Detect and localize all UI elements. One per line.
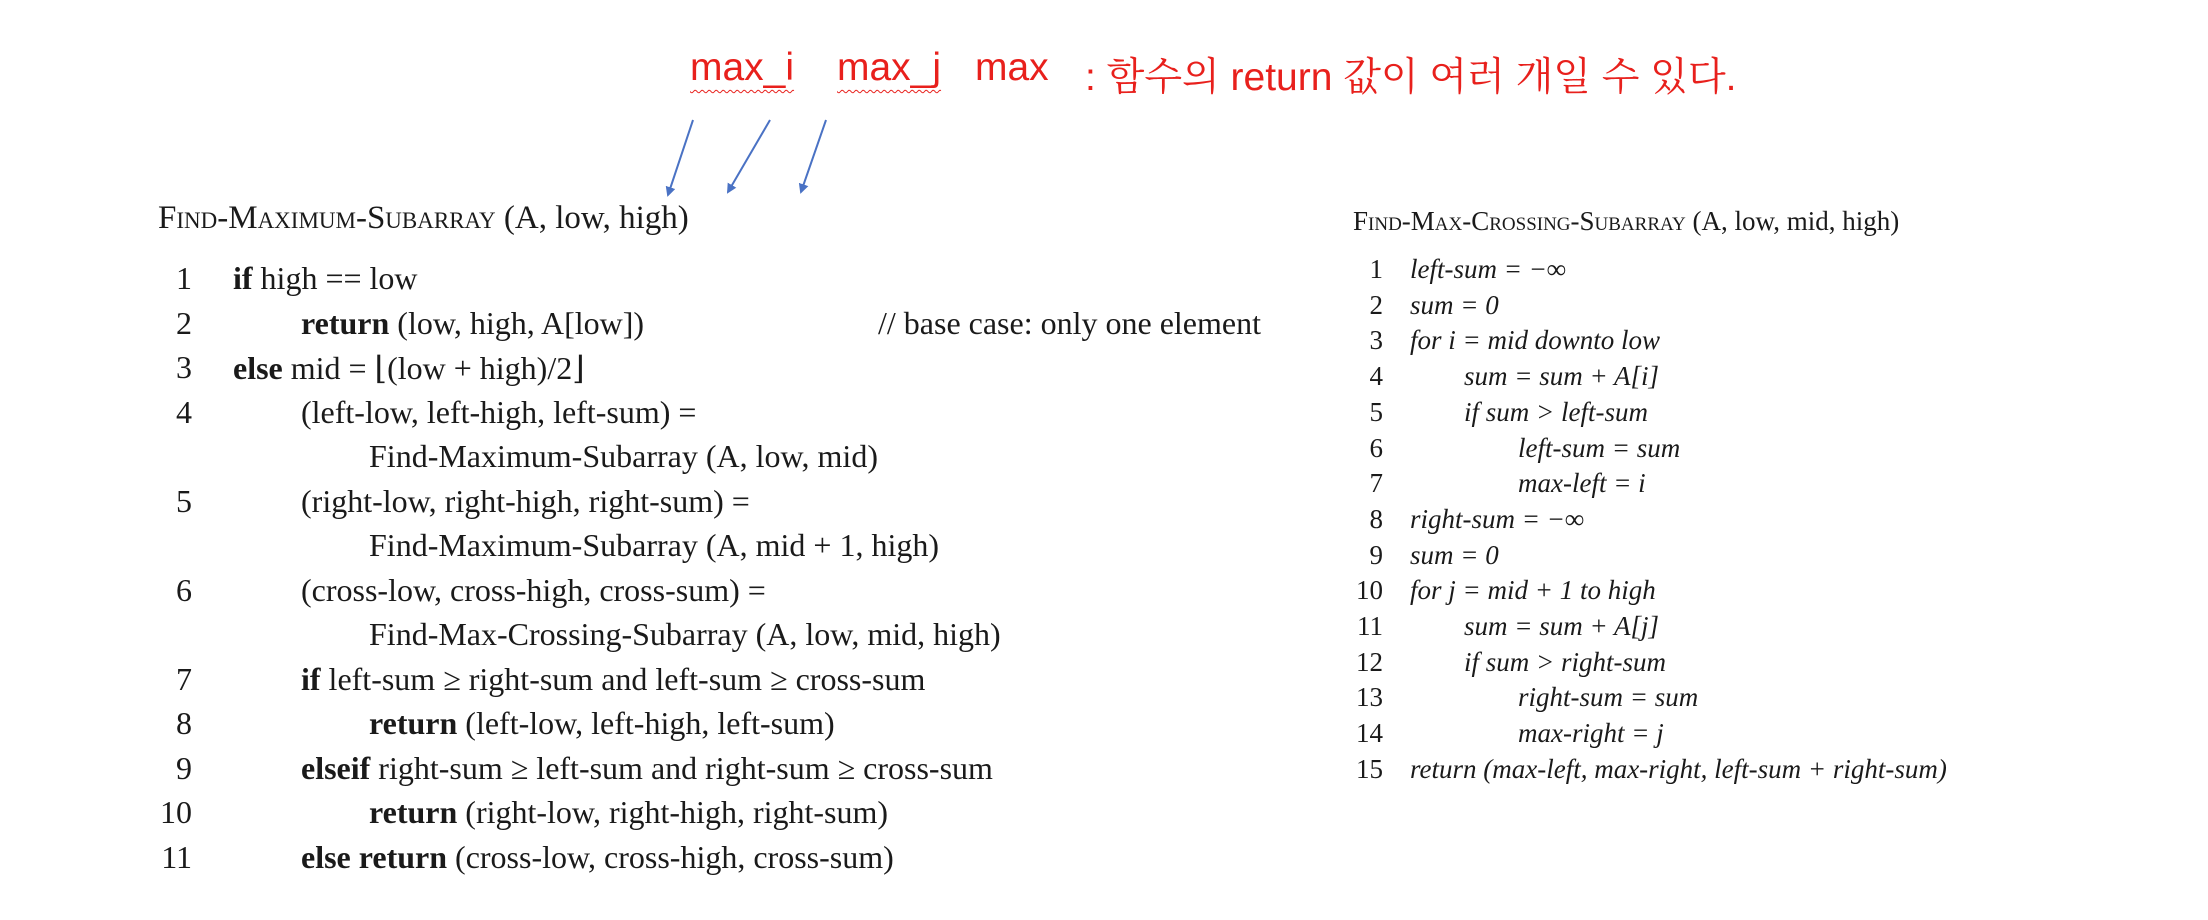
line-number: 11 xyxy=(1357,611,1383,641)
code-line xyxy=(1518,468,1646,499)
code-line xyxy=(369,438,878,475)
statement: for i = mid downto low xyxy=(1410,325,1661,356)
annotation-max: max xyxy=(975,46,1049,89)
code-line xyxy=(301,483,750,520)
code-line xyxy=(233,260,418,297)
statement: sum = 0 xyxy=(1410,289,1499,320)
statement: high == low xyxy=(260,260,418,296)
line-number: 7 xyxy=(1369,468,1383,499)
statement: Find-Maximum-Subarray (A, low, mid) xyxy=(369,438,878,474)
arrow-to-high xyxy=(801,120,826,192)
code-line xyxy=(369,527,939,564)
code-line xyxy=(301,661,925,698)
statement: sum = 0 xyxy=(1410,539,1499,570)
statement: right-sum = −∞ xyxy=(1410,503,1585,534)
code-line xyxy=(301,305,644,342)
line-number: 3 xyxy=(1369,325,1383,356)
code-line xyxy=(301,750,993,787)
annotation-note: : 함수의 return 값이 여러 개일 수 있다. xyxy=(1085,56,1737,99)
annotation-max-j: max_j xyxy=(837,46,942,89)
statement: (cross-low, cross-high, cross-sum) xyxy=(455,838,894,875)
code-line xyxy=(1518,433,1680,464)
statement: (left-low, left-high, left-sum) xyxy=(465,705,835,741)
code-line xyxy=(301,839,894,876)
code-line xyxy=(1410,575,1656,606)
statement: if sum > left-sum xyxy=(1464,396,1648,427)
statement: right-sum = sum xyxy=(1518,682,1699,713)
keyword: return xyxy=(369,705,458,741)
code-line xyxy=(1464,647,1666,678)
line-number: 5 xyxy=(176,482,192,519)
code-line xyxy=(301,572,766,609)
statement: if sum > right-sum xyxy=(1464,646,1666,677)
code-line xyxy=(1518,682,1698,713)
line-number: 6 xyxy=(1369,432,1383,463)
statement: right-sum ≥ left-sum and right-sum ≥ cross-sum xyxy=(378,749,993,786)
code-line xyxy=(301,394,696,431)
line-number: 10 xyxy=(160,794,192,830)
line-number: 5 xyxy=(1369,396,1383,427)
statement: Find-Maximum-Subarray (A, mid + 1, high) xyxy=(369,527,939,563)
line-number: 1 xyxy=(176,260,192,296)
statement: (low, high, A[low]) xyxy=(397,304,645,341)
line-number: 3 xyxy=(176,349,192,385)
keyword: return xyxy=(369,794,458,830)
code-line xyxy=(1464,361,1659,392)
statement: left-sum = −∞ xyxy=(1410,254,1567,284)
statement: sum = sum + A[j] xyxy=(1464,611,1659,641)
statement: (right-low, right-high, right-sum) = xyxy=(301,482,750,519)
keyword: return xyxy=(301,304,390,341)
line-number: 8 xyxy=(176,705,192,741)
line-number: 9 xyxy=(176,749,192,786)
line-number: 13 xyxy=(1356,682,1383,713)
line-number: 10 xyxy=(1356,575,1383,606)
line-number: 7 xyxy=(176,660,192,697)
algo2-title: Find-Max-Crossing-Subarray (A, low, mid, high) xyxy=(1353,206,1900,236)
statement: for j = mid + 1 to high xyxy=(1410,575,1656,606)
code-line xyxy=(1518,718,1664,749)
statement: return (max-left, max-right, left-sum + right-sum) xyxy=(1410,753,1947,784)
statement: mid = ⌊(low + high)/2⌋ xyxy=(290,350,585,386)
line-number: 6 xyxy=(176,571,192,608)
line-number: 4 xyxy=(176,393,192,430)
algo1-title: Find-Maximum-Subarray (A, low, high) xyxy=(158,200,689,236)
code-line xyxy=(1464,397,1648,428)
statement: (left-low, left-high, left-sum) = xyxy=(301,393,697,430)
statement: sum = sum + A[i] xyxy=(1464,361,1659,392)
line-number: 8 xyxy=(1369,503,1383,534)
code-line xyxy=(369,794,888,831)
code-line xyxy=(1410,754,1947,785)
line-number: 14 xyxy=(1356,718,1383,749)
statement: left-sum ≥ right-sum and left-sum ≥ cross-sum xyxy=(328,660,926,697)
arrow-to-low xyxy=(728,120,770,192)
line-number: 15 xyxy=(1356,753,1383,784)
statement: Find-Max-Crossing-Subarray (A, low, mid, high) xyxy=(369,616,1001,652)
statement: max-right = j xyxy=(1518,718,1664,749)
arrow-to-A xyxy=(668,120,693,195)
keyword: elseif xyxy=(301,749,371,786)
keyword: else return xyxy=(301,838,448,875)
statement: (right-low, right-high, right-sum) xyxy=(465,794,889,830)
code-comment: // base case: only one element xyxy=(878,304,1261,341)
keyword: if xyxy=(301,660,321,697)
code-line xyxy=(1410,325,1660,356)
code-line xyxy=(369,616,1001,653)
code-line xyxy=(1410,290,1499,321)
code-line xyxy=(369,705,835,742)
code-line xyxy=(1464,611,1659,642)
code-line xyxy=(1410,254,1566,285)
code-line xyxy=(233,349,585,387)
line-number: 1 xyxy=(1369,254,1383,284)
line-number: 2 xyxy=(1369,289,1383,320)
code-line xyxy=(1410,540,1499,571)
line-number: 11 xyxy=(161,838,192,875)
line-number: 9 xyxy=(1369,539,1383,570)
line-number: 4 xyxy=(1369,361,1383,392)
annotation-max-i: max_i xyxy=(690,46,795,89)
statement: max-left = i xyxy=(1518,468,1646,499)
statement: (cross-low, cross-high, cross-sum) = xyxy=(301,571,766,608)
line-number: 12 xyxy=(1356,646,1383,677)
line-number: 2 xyxy=(176,304,192,341)
keyword: else xyxy=(233,350,283,386)
code-line xyxy=(1410,504,1584,535)
keyword: if xyxy=(233,260,253,296)
statement: left-sum = sum xyxy=(1518,432,1681,463)
